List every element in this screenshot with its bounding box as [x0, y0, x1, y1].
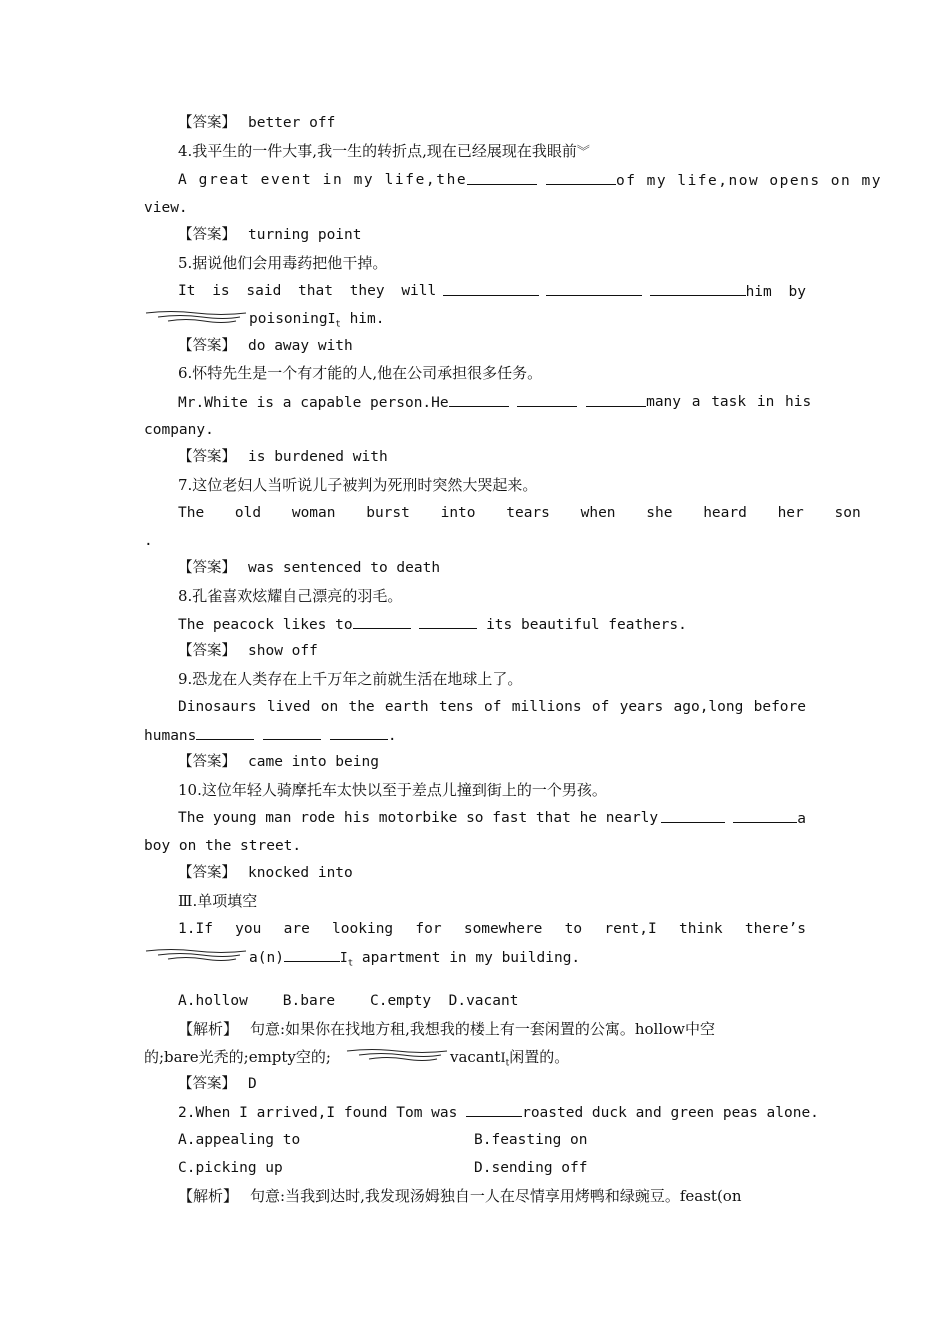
- blank: [733, 808, 797, 823]
- answer-tag: 【答案】: [178, 227, 236, 243]
- answer-text: is burdened with: [248, 449, 388, 465]
- text-cursor-icon: [327, 312, 341, 330]
- question-5-english: [178, 281, 806, 302]
- answer-text: better off: [248, 115, 336, 131]
- sentence-part: It is said that they will: [178, 283, 437, 299]
- blank-group: [467, 170, 882, 191]
- mc-question-2: [178, 1102, 819, 1123]
- sentence-part: humans: [144, 728, 197, 744]
- mc-options: A.hollow B.bare C.empty D.vacant: [178, 993, 519, 1009]
- mc-option-c: C.picking up: [178, 1160, 283, 1176]
- explanation-line-cont: 的;bare光秃的;empty空的;: [144, 1048, 331, 1066]
- answer-text: came into being: [248, 754, 379, 770]
- answer-text: do away with: [248, 338, 353, 354]
- sentence-part: roasted duck and green peas alone.: [522, 1105, 819, 1121]
- answer-tag: 【答案】: [178, 338, 236, 354]
- sentence-part: its beautiful feathers.: [486, 617, 687, 633]
- answer-text: show off: [248, 643, 318, 659]
- sentence-part: A great event in my life,the: [178, 172, 468, 188]
- question-10-chinese: 10.这位年轻人骑摩托车太快以至于差点儿撞到街上的一个男孩。: [178, 781, 607, 799]
- wavy-underline-icon: [345, 1047, 449, 1063]
- blank: [196, 725, 254, 740]
- explanation-text: 句意:如果你在找地方租,我想我的楼上有一套闲置的公寓。hollow中空: [250, 1020, 715, 1038]
- blank: [546, 281, 642, 296]
- sentence-part: him.: [349, 311, 385, 327]
- answer-line: [178, 863, 353, 883]
- blank: [353, 614, 411, 629]
- sentence-part: of my life,now opens on my: [615, 173, 882, 189]
- blank: [546, 170, 616, 185]
- sentence-part: Mr.White is a capable person.He: [178, 395, 449, 411]
- question-4-chinese: [178, 141, 590, 163]
- blank: [284, 947, 340, 962]
- answer-text: D: [248, 1076, 257, 1092]
- blank: [517, 392, 577, 407]
- question-4-english-cont: view.: [144, 200, 188, 216]
- answer-tag: 【答案】: [178, 449, 236, 465]
- answer-tag: 【答案】: [178, 1076, 236, 1092]
- question-7-chinese: 7.这位老妇人当听说儿子被判为死刑时突然大哭起来。: [178, 476, 538, 494]
- answer-tag: 【答案】: [178, 560, 236, 576]
- answer-text: was sentenced to death: [248, 560, 441, 576]
- blank: [661, 808, 725, 823]
- sentence-part: many a task in his: [646, 394, 812, 410]
- question-text: 4.我平生的一件大事,我一生的转折点,现在已经展现在我眼前: [178, 142, 577, 160]
- text-cursor-icon: [339, 951, 354, 969]
- explanation-text: 句意:当我到达时,我发现汤姆独自一人在尽情享用烤鸭和绿豌豆。feast(on: [250, 1187, 742, 1205]
- blank: [586, 392, 646, 407]
- answer-line: [178, 225, 362, 245]
- blank: [449, 392, 509, 407]
- explanation-line: [178, 1019, 715, 1039]
- answer-text: knocked into: [248, 865, 353, 881]
- mc-option-a: A.appealing to: [178, 1132, 301, 1148]
- answer-tag: 【答案】: [178, 754, 236, 770]
- blank: [330, 725, 388, 740]
- mc-option-b: B.feasting on: [474, 1132, 588, 1148]
- explanation-text: vacant: [450, 1048, 501, 1066]
- answer-text: turning point: [248, 227, 362, 243]
- wavy-underline-icon: [144, 947, 248, 963]
- blank: [467, 170, 537, 185]
- sentence-part: .: [387, 728, 397, 744]
- answer-line: [178, 558, 440, 578]
- question-10-english-cont: boy on the street.: [144, 838, 302, 854]
- question-9-english: Dinosaurs lived on the earth tens of millions of years ago,long before: [178, 699, 806, 715]
- question-7-english-cont: .: [144, 533, 153, 549]
- cursor-glyph: I: [327, 312, 336, 327]
- explanation-text: 闲置的。: [509, 1048, 570, 1066]
- question-10-english: [178, 808, 806, 829]
- question-6-english: [178, 392, 812, 413]
- text-cursor-icon: [500, 1051, 510, 1069]
- cursor-glyph: I: [500, 1051, 506, 1066]
- blank: [443, 281, 539, 296]
- sentence-part: a: [797, 811, 806, 827]
- cursor-sub: t: [347, 958, 354, 969]
- explanation-line: [178, 1186, 741, 1206]
- sentence-part: The young man rode his motorbike so fast that he nearly: [178, 810, 659, 826]
- mc-question-1-cont: [249, 947, 580, 974]
- question-9-chinese: 9.恐龙在人类存在上千万年之前就生活在地球上了。: [178, 670, 523, 688]
- explanation-tag: 【解析】: [178, 1187, 239, 1205]
- mc-question-1: 1.If you are looking for somewhere to rent,I think there’s: [178, 921, 806, 937]
- explanation-line-cont-2: [450, 1047, 569, 1074]
- wavy-underline-icon: [144, 309, 248, 325]
- sentence-part: him by: [745, 284, 806, 300]
- answer-tag: 【答案】: [178, 643, 236, 659]
- section-heading: Ⅲ.单项填空: [178, 892, 258, 910]
- question-4-english: [178, 170, 882, 191]
- blank-group: [650, 281, 806, 302]
- answer-line: [178, 641, 318, 661]
- question-5-english-cont: [249, 309, 384, 335]
- answer-line: [178, 447, 388, 467]
- mc-option-d: D.sending off: [474, 1160, 588, 1176]
- cursor-sub: t: [505, 1058, 510, 1069]
- answer-tag: 【答案】: [178, 865, 236, 881]
- question-8-chinese: 8.孔雀喜欢炫耀自己漂亮的羽毛。: [178, 587, 403, 605]
- sentence-part: apartment in my building.: [361, 950, 581, 966]
- question-8-english: [178, 614, 687, 635]
- blank: [419, 614, 477, 629]
- answer-line: [178, 1074, 257, 1094]
- answer-tag: 【答案】: [178, 115, 236, 131]
- blank-group: [661, 808, 806, 829]
- question-5-chinese: 5.据说他们会用毒药把他干掉。: [178, 254, 388, 272]
- sentence-part: 2.When I arrived,I found Tom was: [178, 1105, 458, 1121]
- answer-line: [178, 336, 353, 356]
- sentence-part: a(n): [249, 950, 284, 966]
- question-6-english-cont: company.: [144, 422, 214, 438]
- cursor-glyph: I: [339, 951, 348, 966]
- answer-line: [178, 113, 335, 133]
- blank: [650, 281, 746, 296]
- question-9-english-cont: [144, 725, 397, 746]
- sentence-part: poisoning: [249, 311, 328, 327]
- answer-line: [178, 752, 379, 772]
- blank-group: [178, 392, 646, 413]
- question-7-english: The old woman burst into tears when she heard her son: [178, 505, 861, 521]
- sentence-part: The peacock likes to: [178, 617, 353, 633]
- blank: [263, 725, 321, 740]
- explanation-tag: 【解析】: [178, 1020, 239, 1038]
- question-6-chinese: 6.怀特先生是一个有才能的人,他在公司承担很多任务。: [178, 364, 543, 382]
- blank: [466, 1102, 522, 1117]
- chevron-down-icon: ︾: [576, 145, 590, 160]
- cursor-sub: t: [335, 319, 341, 330]
